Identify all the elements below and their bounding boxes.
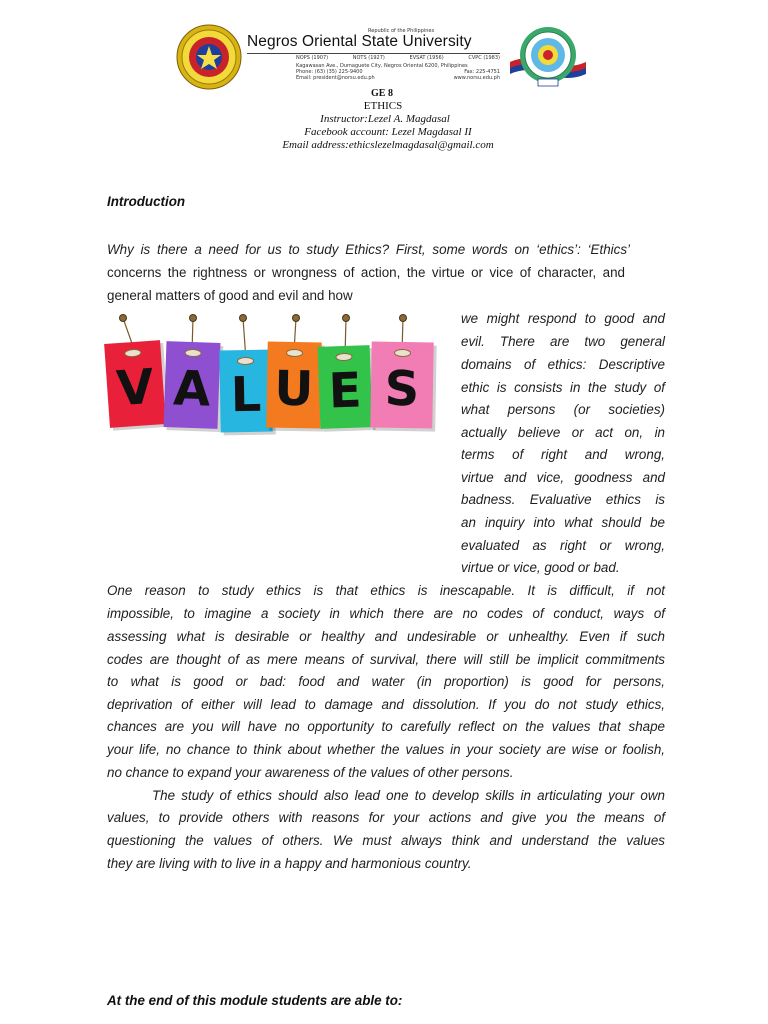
value-card [163,315,223,433]
paragraph-line: no chance to expand your awareness of the values of other persons. [107,765,514,780]
wrap-line: virtue or vice, good or bad. [461,560,620,575]
card-pin-icon [120,315,127,322]
card-pin-icon [293,315,300,322]
card-eyelet-icon [185,349,201,357]
introduction-heading: Introduction [107,194,186,209]
card-letter: V [114,358,156,418]
card-pin-icon [343,315,350,322]
university-name: Negros Oriental State University [247,33,472,50]
wrap-line: evaluated as right or wrong, [461,538,665,553]
campus-code: EVSAT (1956) [409,55,444,61]
card-eyelet-icon [237,357,253,364]
wrap-line: what persons (or societies) [461,402,665,417]
address: Kagawasan Ave., Dumaguete City, Negros Oriental 6200, Philippines [296,63,468,69]
paragraph-line: they are living with to live in a happy and harmonious country. [107,856,472,871]
paragraph-line: values, to provide others with reasons for your actions and give you the means of [107,810,665,825]
wrap-line: an inquiry into what should be [461,515,665,530]
campus-code: NOTS (1927) [352,55,385,61]
facebook-account: Facebook account: Lezel Magdasal II [304,126,472,138]
paragraph-line: chances are you will have no opportunity to carefully reflect on the values that shape [107,719,665,734]
instructor: Instructor:Lezel A. Magdasal [320,113,450,125]
letterhead-address-block [296,63,500,81]
value-card [104,315,169,431]
value-card [318,315,376,432]
paragraph-line: impossible, to imagine a society in which there are no codes of conduct, ways of [107,606,665,621]
card-pin-icon [190,315,197,322]
paragraph-line: to what is good or bad: food and water (in proportion) is good for persons, [107,674,665,689]
paragraph-line [107,242,630,257]
campus-code: NOPS (1907) [296,55,329,61]
paragraph-line: The study of ethics should also lead one to develop skills in articulating your own [152,788,665,803]
card-letter: A [172,360,212,418]
values-image [103,312,448,437]
paragraph-line: your life, no chance to think about whether the values in your society are wise or foolish, [107,742,665,757]
card-eyelet-icon [286,349,302,356]
website: www.norsu.edu.ph [453,75,500,81]
card-letter: L [230,366,262,424]
fax: Fax: 225-4751 [464,69,500,75]
card-eyelet-icon [394,349,410,356]
module-outcomes-heading: At the end of this module students are able to: [107,993,403,1008]
wrap-line: ethic is consists in the study of [461,380,665,395]
card-pin-icon [400,315,407,322]
paragraph-line: codes are thought of as mere means of survival, there will still be implicit commitments [107,652,665,667]
wrap-line: virtue and vice, goodness and [461,470,665,485]
card-letter: U [273,360,314,418]
paragraph-line: questioning the values of others. We must always think and understand the values [107,833,665,848]
campus-code: CVPC (1983) [468,55,500,61]
course-title: ETHICS [363,100,403,112]
phone: Phone: (63) (35) 225-9400 [296,69,363,75]
wrap-line: we might respond to good and [461,311,665,326]
letterhead-rule [247,53,500,54]
paragraph-line: general matters of good and evil and how [107,288,353,303]
wrap-line: terms of right and wrong, [461,447,665,462]
paragraph-line: One reason to study ethics is that ethics is inescapable. It is difficult, if not [107,583,665,598]
norsu-seal-icon [176,24,242,90]
wrap-line: domains of ethics: Descriptive [461,357,665,372]
letterhead-email: Email: president@norsu.edu.ph [296,75,375,81]
card-eyelet-icon [336,353,352,361]
paragraph-line-text: Why is there a need for us to study Ethics? First, some words on ‘ethics’: ‘Ethics’ [107,242,630,257]
wrap-line: badness. Evaluative ethics is [461,492,665,507]
email-address: Email address:ethicslezelmagdasal@gmail.com [282,139,494,151]
paragraph-line: assessing what is desirable or healthy and undesirable or unhealthy. Even if such [107,629,665,644]
card-pin-icon [240,315,247,322]
campus-codes [296,55,500,61]
wrap-line: evil. There are two general [461,334,665,349]
course-code: GE 8 [371,88,393,99]
wrap-line: actually believe or act on, in [461,425,665,440]
card-letter: S [384,360,420,418]
college-of-arts-and-sciences-seal-icon [508,24,588,90]
value-card [266,315,325,432]
paragraph-line: deprivation of either will lead to damage and dissolution. If you do not study ethics, [107,697,665,712]
republic-label: Republic of the Philippines [368,28,435,34]
card-letter: E [327,362,363,420]
value-card [370,315,437,432]
paragraph-line: concerns the rightness or wrongness of action, the virtue or vice of character, and [107,265,625,280]
